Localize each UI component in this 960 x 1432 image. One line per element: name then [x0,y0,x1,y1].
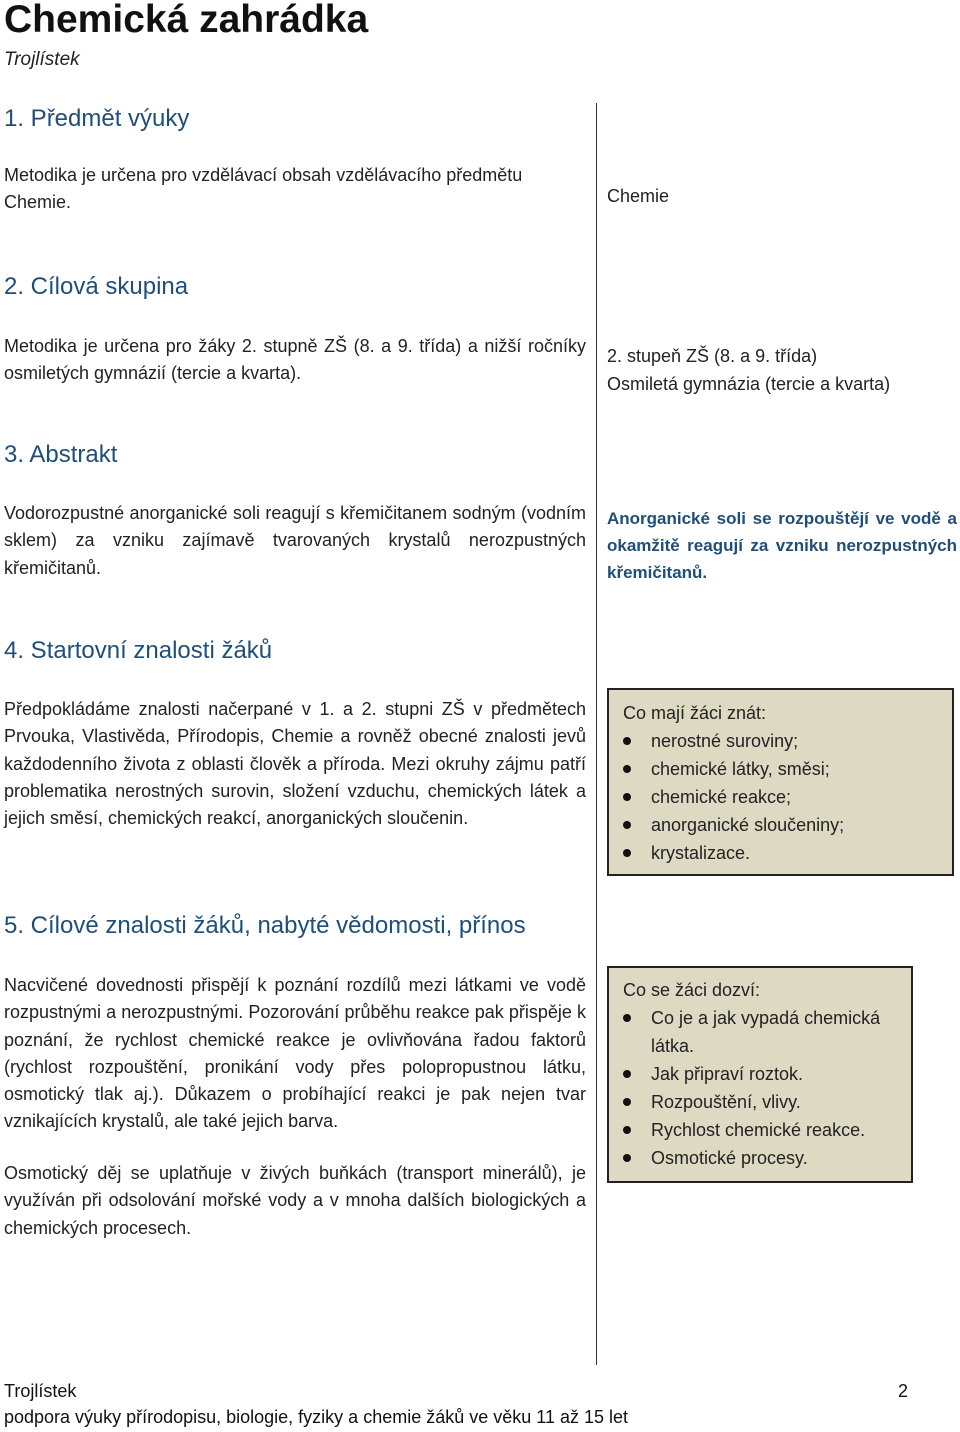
bullet-icon [623,1070,631,1078]
outcomes-box [607,966,913,1183]
list-item-text: anorganické sloučeniny; [651,815,845,835]
list-item-text: krystalizace. [651,843,751,863]
prerequisites-box [607,688,954,876]
list-item [609,755,952,783]
outcomes-list [609,1004,911,1172]
page-number: 2 [898,1381,909,1401]
column-divider [596,103,597,1365]
document-title: Chemická zahrádka [4,0,369,41]
list-item-text: Rozpouštění, vlivy. [651,1092,801,1112]
bullet-icon [623,1098,631,1106]
section-3-heading: 3. Abstrakt [4,441,118,468]
list-item-text: chemické látky, směsi; [651,759,830,779]
bullet-icon [623,849,631,857]
section-1-body: Metodika je určena pro vzdělávací obsah vzdělávacího předmětu Chemie. [4,165,523,213]
list-item [609,1004,911,1060]
bullet-icon [623,1154,631,1162]
list-item [609,811,952,839]
section-2-side-line-1: 2. stupeň ZŠ (8. a 9. třída) [607,346,818,366]
list-item-text: chemické reakce; [651,787,792,807]
list-item [609,1060,911,1088]
outcomes-box-title: Co se žáci dozví: [623,980,761,1000]
list-item [609,1144,911,1172]
section-2-heading: 2. Cílová skupina [4,273,189,300]
bullet-icon [623,737,631,745]
list-item [609,1116,911,1144]
list-item-text: Jak připraví roztok. [651,1064,804,1084]
section-1-heading: 1. Předmět výuky [4,105,190,132]
footer-left: Trojlístek [4,1381,77,1401]
bullet-icon [623,821,631,829]
section-2-side-line-2: Osmiletá gymnázia (tercie a kvarta) [607,374,891,394]
section-5-heading: 5. Cílové znalosti žáků, nabyté vědomosti, přínos [4,912,526,939]
section-5-body-2: Osmotický děj se uplatňuje v živých buňkách (transport minerálů), je využíván při odsolování mořské vody a v mnoha dalších biologických a chemických procesech. [4,1163,586,1238]
section-4-heading: 4. Startovní znalosti žáků [4,637,273,664]
section-3-body: Vodorozpustné anorganické soli reagují s křemičitanem sodným (vodním sklem) za vzniku zajímavě tvarovaných krystalů nerozpustných křemičitanů. [4,503,586,578]
footer-tagline: podpora výuky přírodopisu, biologie, fyziky a chemie žáků ve věku 11 až 15 let [4,1407,629,1427]
section-4-body: Předpokládáme znalosti načerpané v 1. a 2. stupni ZŠ v předmětech Prvouka, Vlastivěda, Přírodopis, Chemie a rovněž obecné znalosti jevů každodenního života z oblasti člověk a příroda. Mezi okruhy zájmu patří problematika nerostných surovin, složení vzduchu, chemických látek a jejich směsí, chemických reakcí, anorganických sloučenin. [4,699,586,829]
prerequisites-list [609,727,952,867]
list-item-text: Co je a jak vypadá chemická látka. [651,1008,881,1056]
section-1-side: Chemie [607,186,670,206]
list-item [609,727,952,755]
list-item-text: Rychlost chemické reakce. [651,1120,866,1140]
section-5-body: Nacvičené dovednosti přispějí k poznání rozdílů mezi látkami ve vodě rozpustnými a nerozpustnými. Pozorování průběhu reakce pak přispěje k poznání, že rychlost chemické reakce je ovlivňována řadou faktorů (rychlost rozpouštění, pronikání vody přes polopropustnou látku, osmotický tlak aj.). Důkazem o probíhající reakci je pak nejen tvar vznikajících krystalů, ale také jejich barva. [4,975,586,1132]
bullet-icon [623,793,631,801]
section-2-body: Metodika je určena pro žáky 2. stupně ZŠ (8. a 9. třída) a nižší ročníky osmiletých gymnázií (tercie a kvarta). [4,336,586,384]
bullet-icon [623,765,631,773]
document-subtitle: Trojlístek [4,49,80,70]
bullet-icon [623,1126,631,1134]
section-3-side-summary: Anorganické soli se rozpouštějí ve vodě a okamžitě reagují za vzniku nerozpustných křemičitanů. [607,509,957,582]
prerequisites-box-title: Co mají žáci znát: [623,703,767,723]
list-item [609,1088,911,1116]
bullet-icon [623,1014,631,1022]
list-item [609,839,952,867]
list-item-text: Osmotické procesy. [651,1148,808,1168]
list-item [609,783,952,811]
list-item-text: nerostné suroviny; [651,731,799,751]
